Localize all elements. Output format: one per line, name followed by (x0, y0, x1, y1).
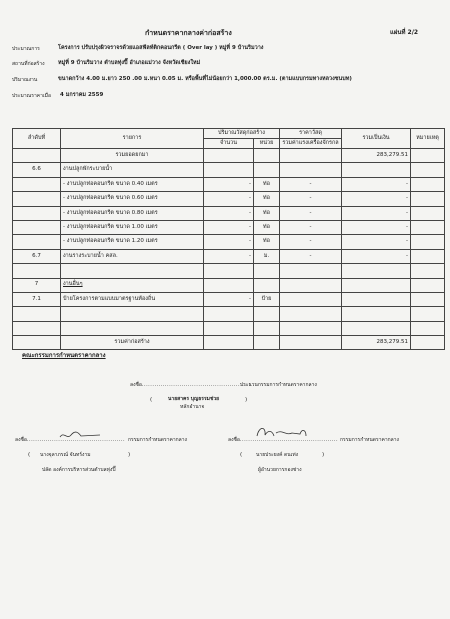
table-row (13, 163, 445, 177)
cell-no: 6.6 (13, 163, 61, 177)
cell-item (61, 321, 204, 335)
cell-qty: - (204, 177, 254, 191)
cell-price: - (280, 235, 342, 249)
cell-note (411, 206, 445, 220)
cell-item: งานปลูกพักระบายน้ำ (61, 163, 204, 177)
cell-total: - (342, 206, 411, 220)
table-row (13, 278, 445, 292)
chair-name: นายสาคร บุญธรรมช่วย (168, 396, 220, 402)
cell-note (411, 235, 445, 249)
info-label-quantity: ปริมาณงาน (12, 77, 38, 83)
cell-qty: - (204, 235, 254, 249)
left-paren-close: ) (128, 452, 131, 458)
cell-unit: ป้าย (254, 292, 280, 306)
header-unit: หน่วย (254, 139, 280, 149)
cell-note (411, 264, 445, 278)
cell-unit: ท่อ (254, 177, 280, 191)
cell-price (280, 307, 342, 321)
table-row (13, 235, 445, 249)
cell-no: 7.1 (13, 292, 61, 306)
cell-unit: ท่อ (254, 220, 280, 234)
info-value-location: หมู่ที่ 9 บ้านริมวาง ตำบลทุ่งปี๊ อำเภอแม่วาง จังหวัดเชียงใหม่ (58, 60, 201, 66)
carried-label: รวมยอดยกมา (61, 149, 204, 163)
cell-no: 6.7 (13, 249, 61, 263)
left-member-title: ปลัด องค์การบริหารส่วนตำบลทุ่งปี๊ (42, 467, 116, 473)
cell-total: - (342, 235, 411, 249)
right-paren-close: ) (322, 452, 325, 458)
cell-unit: ท่อ (254, 235, 280, 249)
cell-note (411, 163, 445, 177)
cell-note (411, 192, 445, 206)
cell-price: - (280, 206, 342, 220)
grand-total-row (13, 336, 445, 350)
cell-total (342, 278, 411, 292)
header-price-group: ราคาวัสดุ (280, 129, 342, 139)
cell-price: - (280, 220, 342, 234)
cell-item (61, 264, 204, 278)
cell-item: - งานปลูกท่อคอนกรีต ขนาด 0.80 เมตร (61, 206, 204, 220)
cell-price (280, 321, 342, 335)
info-label-date: ประมาณราคาเมื่อ (12, 93, 51, 99)
cell-unit: ท่อ (254, 206, 280, 220)
cell-note (411, 278, 445, 292)
header-total: รวมเป็นเงิน (342, 129, 411, 149)
info-label-project: ประมาณการ (12, 46, 40, 52)
chair-paren-open: ( (150, 397, 153, 403)
cell-no (13, 307, 61, 321)
cell-no (13, 206, 61, 220)
cell-qty (204, 278, 254, 292)
table-row (13, 220, 445, 234)
table-row (13, 292, 445, 306)
cell-price: - (280, 192, 342, 206)
cell-total (342, 292, 411, 306)
cell-total: - (342, 249, 411, 263)
cell-unit (254, 278, 280, 292)
cell-total (342, 307, 411, 321)
cell-item (61, 307, 204, 321)
cell-total (342, 163, 411, 177)
cell-price (280, 292, 342, 306)
cell-price (280, 264, 342, 278)
chair-paren-close: ) (245, 397, 248, 403)
cell-item: งานอื่นๆ (61, 278, 204, 292)
table-row (13, 192, 445, 206)
cell-qty (204, 321, 254, 335)
cell-item: - งานปลูกท่อคอนกรีต ขนาด 1.00 เมตร (61, 220, 204, 234)
cell-qty (204, 264, 254, 278)
cell-price: - (280, 249, 342, 263)
cell-qty: - (204, 292, 254, 306)
grand-total-value: 283,279.51 (342, 336, 411, 350)
committee-heading: คณะกรรมการกำหนดราคากลาง (22, 352, 106, 359)
cell-note (411, 321, 445, 335)
cost-table (12, 128, 445, 350)
cell-qty: - (204, 206, 254, 220)
grand-total-label: รวมค่าก่อสร้าง (61, 336, 204, 350)
cell-total: - (342, 220, 411, 234)
cell-item: งานรางระบายน้ำ คสล. (61, 249, 204, 263)
table-header-row (13, 129, 445, 139)
chair-sign-line: ลงชื่อ...................................................... (130, 382, 255, 388)
cell-qty (204, 307, 254, 321)
cell-qty: - (204, 220, 254, 234)
cell-total: - (342, 192, 411, 206)
table-row (13, 321, 445, 335)
cell-unit (254, 307, 280, 321)
left-member-name: นางจุลาภรณ์ จันทร์งาม (40, 452, 91, 458)
cell-item: - งานปลูกท่อคอนกรีต ขนาด 0.40 เมตร (61, 177, 204, 191)
right-member-name: นายประยงค์ ดนเท่ง (256, 452, 299, 458)
right-member-title: ผู้อำนวยการกองช่าง (258, 467, 302, 473)
table-row (13, 307, 445, 321)
document-title: กำหนดราคากลางค่าก่อสร้าง (145, 29, 232, 37)
table-row (13, 177, 445, 191)
cell-qty (204, 163, 254, 177)
header-qty: จำนวน (204, 139, 254, 149)
cell-item: - งานปลูกท่อคอนกรีต ขนาด 1.20 เมตร (61, 235, 204, 249)
cell-no (13, 235, 61, 249)
chair-role: ประธานกรรมการกำหนดราคากลาง (240, 382, 317, 388)
info-label-location: สถานที่ก่อสร้าง (12, 61, 45, 67)
carried-total: 283,279.51 (342, 149, 411, 163)
cell-unit: ท่อ (254, 192, 280, 206)
cell-item: - งานปลูกท่อคอนกรีต ขนาด 0.60 เมตร (61, 192, 204, 206)
info-value-project: โครงการ ปรับปรุงผิวจราจรด้วยแอสฟัลท์ติกคอนกรีต ( Over lay ) หมู่ที่ 9 บ้านริมวาง (58, 45, 264, 51)
table-row (13, 264, 445, 278)
left-member-role: กรรมการกำหนดราคากลาง (128, 437, 187, 443)
cell-qty: - (204, 192, 254, 206)
header-note: หมายเหตุ (411, 129, 445, 149)
cell-no (13, 264, 61, 278)
cell-no: 7 (13, 278, 61, 292)
carried-forward-row (13, 149, 445, 163)
cell-total: - (342, 177, 411, 191)
cell-note (411, 177, 445, 191)
right-sign-line: ลงชื่อ............................................... (228, 437, 339, 443)
cell-unit (254, 264, 280, 278)
cell-price (280, 163, 342, 177)
cell-no (13, 192, 61, 206)
right-paren-open: ( (240, 452, 243, 458)
right-member-role: กรรมการกำหนดราคากลาง (340, 437, 399, 443)
cell-note (411, 220, 445, 234)
info-value-quantity: ขนาดกว้าง 4.00 ม.ยาว 250 .00 ม.หนา 0.05 ม. หรือพื้นที่ไม่น้อยกว่า 1,000.00 ตร.ม. (ตามแบบกรมทางหลวงชนบท) (58, 76, 352, 82)
cell-note (411, 292, 445, 306)
table-row (13, 206, 445, 220)
left-sign-line: ลงชื่อ............................................... (15, 437, 126, 443)
cell-no (13, 177, 61, 191)
cell-qty: - (204, 249, 254, 263)
table-row (13, 249, 445, 263)
sheet-number: แผ่นที่ 2/2 (390, 29, 419, 36)
cell-unit (254, 163, 280, 177)
info-value-date: 4 มกราคม 2559 (60, 92, 104, 98)
cell-note (411, 307, 445, 321)
cell-unit (254, 321, 280, 335)
cell-price (280, 278, 342, 292)
cell-total (342, 264, 411, 278)
header-qty-group: ปริมาณวัสดุก่อสร้าง (204, 129, 280, 139)
cell-unit: ม. (254, 249, 280, 263)
header-item: รายการ (61, 129, 204, 149)
left-paren-open: ( (28, 452, 31, 458)
cell-price: - (280, 177, 342, 191)
cell-note (411, 249, 445, 263)
chair-title: หลักอำนาจ (180, 404, 205, 410)
cell-total (342, 321, 411, 335)
cell-no (13, 220, 61, 234)
header-no: ลำดับที่ (13, 129, 61, 149)
cell-no (13, 321, 61, 335)
header-price-sub: รวมค่าแรงเครื่องจักรกล (280, 139, 342, 149)
cell-item: ป้ายโครงการตามแบบมาตรฐานท้องถิ่น (61, 292, 204, 306)
